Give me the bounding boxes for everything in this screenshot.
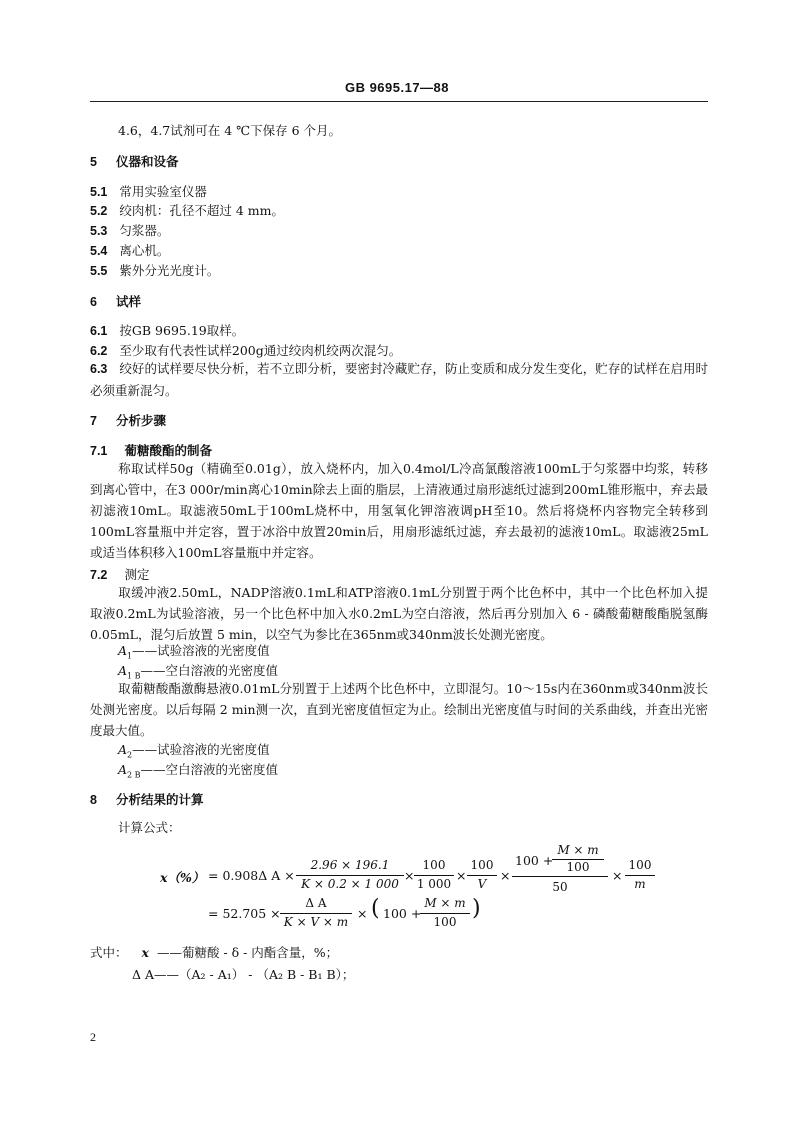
calc-label: 计算公式：: [118, 820, 181, 835]
times-3: ×: [500, 868, 511, 883]
f2-bar: [414, 875, 454, 876]
para-7-2-b: 取葡糖酸酯激酶悬液0.01mL分别置于上述两个比色杯中，立即混匀。10～15s内在360nm或340nm波长处测光密度。以后每隔 2 min测一次，直到光密度值恒定为止。绘制出光密度值与时间的关系曲线，并查出光密度最大值。: [90, 681, 708, 738]
subsection-7-1-heading: 7.1 葡糖酸酯的制备: [90, 443, 212, 458]
f1-den: K × 0.2 × 1 000: [301, 877, 399, 891]
g2-bar: [420, 913, 470, 914]
f2-den: 1 000: [416, 877, 452, 891]
f4-den: 50: [552, 880, 568, 894]
g2-num: M × m: [424, 896, 466, 910]
times-2: ×: [456, 868, 467, 883]
item-5-3: 5.3 匀浆器。: [90, 223, 170, 238]
times-1: ×: [404, 868, 415, 883]
def-a2: $A_2——$试验溶液的光密度值: [118, 742, 270, 760]
item-5-1: 5.1 常用实验室仪器: [90, 184, 207, 199]
para-7-1: 称取试样50g（精确至0.01g），放入烧杯内，加入0.4mol/L冷高氯酸溶液100mL于匀浆器中均浆，转移到离心管中，在3 000r/min离心10min除去上面的脂层，上清液通过扇形滤纸过滤到200mL锥形瓶中，弃去最初滤液10mL。取滤液50mL于100mL烧杯中，用氢氧化钾溶液调pH至10。然后将烧杯内容物完全转移到100mL容量瓶中并定容，置于冰浴中放置20min后，用扇形滤纸过滤，弃去最初的滤液10mL。取滤液25mL或适当体积移入100mL容量瓶中并定容。: [90, 461, 708, 560]
item-5-5: 5.5 紫外分光光度计。: [90, 263, 220, 278]
f1-bar: [296, 875, 404, 876]
subsection-7-2-heading: 7.2 测定: [90, 567, 150, 582]
section-5-heading: 5 仪器和设备: [90, 154, 179, 169]
formula-eq2: = 52.705 ×: [208, 906, 281, 921]
times-5: ×: [357, 906, 368, 921]
section-6-heading: 6 试样: [90, 294, 142, 309]
f2-num: 100: [422, 858, 446, 872]
f4-inner-den: 100: [566, 860, 590, 874]
f4-inner-num: M × m: [557, 843, 599, 857]
item-6-3: 6.3 绞好的试样要尽快分析，若不立即分析，要密封冷藏贮存，防止变质和成分发生变化，贮存的试样在启用时必须重新混匀。: [90, 361, 708, 398]
where-x: 式中： x ——葡糖酸 - δ - 内酯含量，%；: [90, 945, 339, 960]
paren-open: (: [371, 896, 380, 921]
g1-num: Δ A: [305, 896, 327, 910]
f3-num: 100: [470, 858, 494, 872]
formula-lhs: x（%）: [160, 870, 205, 885]
f5-bar: [625, 875, 655, 876]
g1-bar: [280, 913, 352, 914]
where-delta-a: Δ A——（A₂ - A₁） - （A₂ B - B₁ B）；: [132, 967, 355, 982]
def-a1: $A_1——$试验溶液的光密度值: [118, 643, 270, 661]
f1-num: 2.96 × 196.1: [310, 858, 390, 872]
paren-close: ): [472, 896, 481, 921]
item-5-4: 5.4 离心机。: [90, 243, 170, 258]
item-6-2: 6.2 至少取有代表性试样200g通过绞肉机绞两次混匀。: [90, 343, 402, 358]
g2-pre: 100 +: [383, 906, 422, 921]
def-a1b: $A_{1 B}——$空白溶液的光密度值: [118, 663, 279, 681]
f4-bar: [512, 876, 608, 877]
item-6-1: 6.1 按GB 9695.19取样。: [90, 323, 245, 338]
standard-number: GB 9695.17—88: [344, 80, 450, 95]
intro-line: 4.6，4.7试剂可在 4 ℃下保存 6 个月。: [118, 123, 342, 138]
def-a2b: $A_{2 B}——$空白溶液的光密度值: [118, 762, 279, 780]
f5-den: m: [634, 877, 646, 891]
formula-eq1: = 0.908Δ A ×: [208, 868, 295, 883]
times-4: ×: [612, 868, 623, 883]
f4-top-pre: 100 +: [515, 853, 554, 868]
para-7-2-a: 取缓冲液2.50mL，NADP溶液0.1mL和ATP溶液0.1mL分别置于两个比色杯中，其中一个比色杯加入提取液0.2mL为试验溶液，另一个比色杯中加入水0.2mL为空白溶液，然后再分别加入 6 - 磷酸葡糖酸酯脱氢酶0.05mL，混匀后放置 5 min，以空气为参比在365nm或340nm波长处测光密度。: [90, 585, 708, 642]
section-8-heading: 8 分析结果的计算: [90, 792, 204, 807]
g1-den: K × V × m: [283, 915, 349, 929]
header-rule: [90, 101, 708, 102]
section-7-heading: 7 分析步骤: [90, 413, 167, 428]
f5-num: 100: [628, 858, 652, 872]
item-5-2: 5.2 绞肉机：孔径不超过 4 mm。: [90, 203, 284, 218]
page-number: 2: [90, 1030, 96, 1044]
f3-den: V: [477, 877, 487, 891]
g2-den: 100: [433, 915, 457, 929]
f3-bar: [467, 875, 497, 876]
